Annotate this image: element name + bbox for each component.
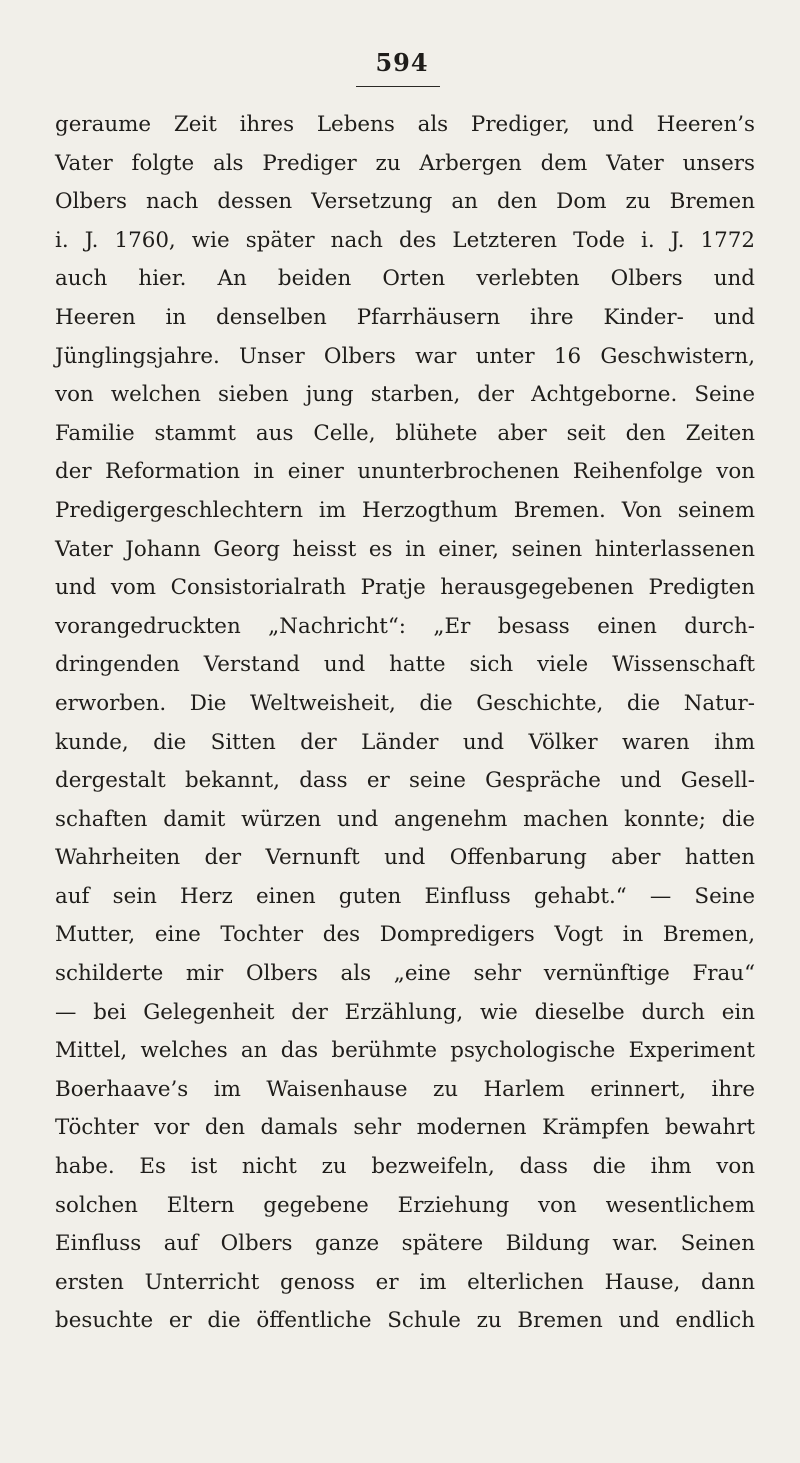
text-line: auch hier. An beiden Orten verlebten Olbers und <box>55 266 755 292</box>
text-line: habe. Es ist nicht zu bezweifeln, dass die ihm von <box>55 1154 755 1180</box>
text-line: Predigergeschlechtern im Herzogthum Bremen. Von seinem <box>55 497 755 523</box>
page-number: 594 <box>375 48 429 77</box>
text-line: auf sein Herz einen guten Einfluss gehabt.“ — Seine <box>55 883 755 909</box>
text-line: dergestalt bekannt, dass er seine Gespräche und Gesell- <box>55 768 755 794</box>
page-number-rule <box>356 86 440 87</box>
text-line: Boerhaave’s im Waisenhause zu Harlem erinnert, ihre <box>55 1076 755 1102</box>
text-line: Mutter, eine Tochter des Dompredigers Vogt in Bremen, <box>55 922 755 948</box>
text-line: Töchter vor den damals sehr modernen Krämpfen bewahrt <box>55 1115 755 1141</box>
text-line: — bei Gelegenheit der Erzählung, wie dieselbe durch ein <box>55 999 755 1025</box>
text-line: Jünglingsjahre. Unser Olbers war unter 16 Geschwistern, <box>55 343 755 369</box>
text-line: dringenden Verstand und hatte sich viele Wissenschaft <box>55 652 755 678</box>
text-line: Vater Johann Georg heisst es in einer, seinen hinterlassenen <box>55 536 755 562</box>
text-line: besuchte er die öffentliche Schule zu Bremen und endlich <box>55 1308 755 1334</box>
text-line: Einfluss auf Olbers ganze spätere Bildung war. Seinen <box>55 1231 755 1257</box>
text-line: der Reformation in einer ununterbrochenen Reihenfolge von <box>55 459 755 485</box>
text-line: Wahrheiten der Vernunft und Offenbarung aber hatten <box>55 845 755 871</box>
text-line: Olbers nach dessen Versetzung an den Dom zu Bremen <box>55 189 755 215</box>
text-line: i. J. 1760, wie später nach des Letzteren Tode i. J. 1772 <box>55 227 755 253</box>
text-line: solchen Eltern gegebene Erziehung von wesentlichem <box>55 1192 755 1218</box>
text-line: geraume Zeit ihres Lebens als Prediger, und Heeren’s <box>55 112 755 137</box>
text-line: erworben. Die Weltweisheit, die Geschichte, die Natur- <box>55 690 755 716</box>
text-line: kunde, die Sitten der Länder und Völker waren ihm <box>55 729 755 755</box>
text-line: schaften damit würzen und angenehm machen konnte; die <box>55 806 755 832</box>
text-line: Mittel, welches an das berühmte psychologische Experiment <box>55 1038 755 1064</box>
text-line: und vom Consistorialrath Pratje herausgegebenen Predigten <box>55 575 755 601</box>
text-line: Heeren in denselben Pfarrhäusern ihre Kinder- und <box>55 304 755 330</box>
text-line: ersten Unterricht genoss er im elterlichen Hause, dann <box>55 1269 755 1295</box>
text-line: Familie stammt aus Celle, blühete aber seit den Zeiten <box>55 420 755 446</box>
text-line: vorangedruckten „Nachricht“: „Er besass einen durch- <box>55 613 755 639</box>
body-text <box>55 106 755 1341</box>
text-line: schilderte mir Olbers als „eine sehr vernünftige Frau“ <box>55 961 755 987</box>
text-line: von welchen sieben jung starben, der Achtgeborne. Seine <box>55 382 755 408</box>
text-line: Vater folgte als Prediger zu Arbergen dem Vater unsers <box>55 150 755 176</box>
